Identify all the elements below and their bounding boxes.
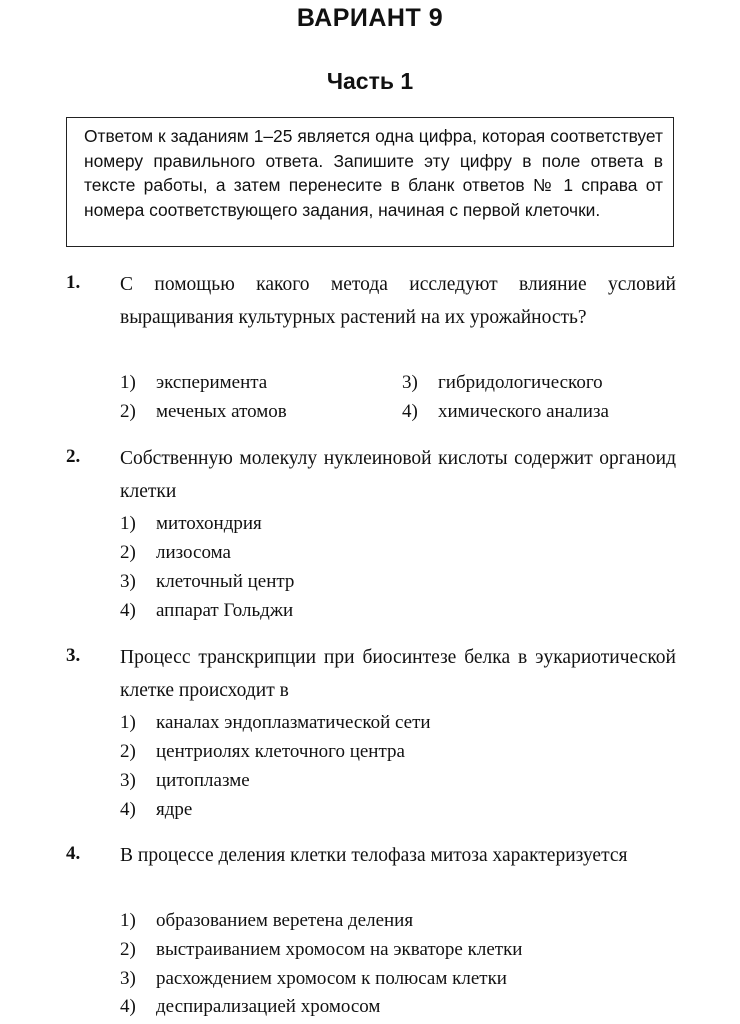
question-2-number: 2. [66,446,81,467]
variant-title: ВАРИАНТ 9 [296,4,444,32]
question-2-option-2: 2) лизосома [120,542,231,563]
question-1-option-3: 3) гибридологического [402,372,603,393]
question-2-option-3: 3) клеточный центр [120,571,295,592]
question-3-option-2: 2) центриолях клеточного центра [120,741,405,762]
question-3-option-3: 3) цитоплазме [120,770,250,791]
question-1-text: С помощью какого метода исследуют влияние условий выращивания культурных растений на их урожайность? [120,274,676,328]
question-3-number: 3. [66,645,81,666]
question-4-option-1: 1) образованием веретена деления [120,910,414,931]
question-4-option-4: 4) деспирализацией хромосом [120,996,381,1017]
instructions-box: Ответом к заданиям 1–25 является одна цифра, которая соответствует номеру правильного ответа. Запишите эту цифру в поле ответа в тексте работы, а затем перенесите в бланк ответов № 1 справа от номера соответствующего задания, начиная с первой клеточки. [66,117,674,247]
question-2-text: Собственную молекулу нуклеиновой кислоты содержит органоид клетки [120,448,676,502]
question-1-option-1: 1) эксперимента [120,372,268,393]
question-4-number: 4. [66,843,81,864]
question-3-text: Процесс транскрипции при биосинтезе белка в эукариотической клетке происходит в [120,647,676,701]
question-3-option-4: 4) ядре [120,799,193,820]
question-4-text: В процессе деления клетки телофаза митоза характеризуется [120,845,628,866]
part-title: Часть 1 [326,68,414,94]
question-1-option-2: 2) меченых атомов [120,401,287,422]
question-1-number: 1. [66,272,81,293]
question-2-option-4: 4) аппарат Гольджи [120,600,294,621]
question-4-option-3: 3) расхождением хромосом к полюсам клетки [120,968,507,989]
question-2-option-1: 1) митохондрия [120,513,262,534]
question-4-option-2: 2) выстраиванием хромосом на экваторе клетки [120,939,523,960]
question-3-option-1: 1) каналах эндоплазматической сети [120,712,431,733]
question-1-option-4: 4) химического анализа [402,401,609,422]
